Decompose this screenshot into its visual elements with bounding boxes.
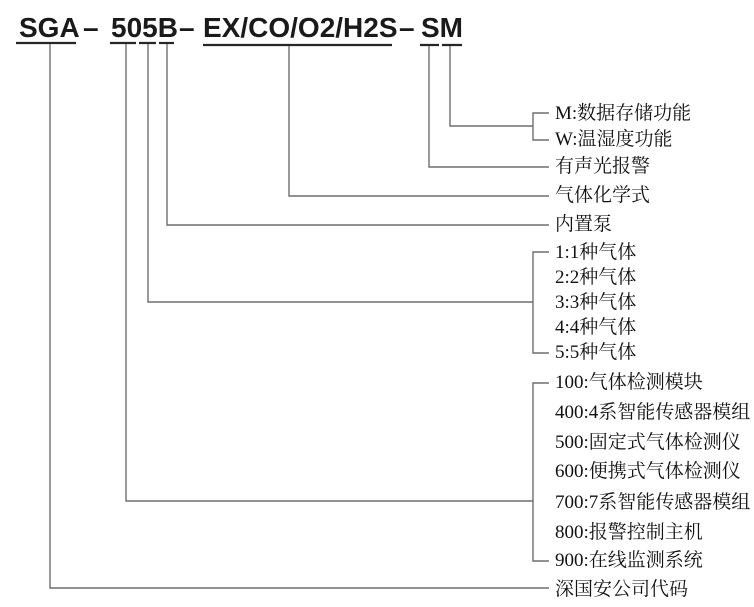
- callout-sound-light-alarm: 有声光报警: [555, 156, 651, 177]
- callout-gas-count-2: 2:2种气体: [555, 267, 637, 288]
- line-gasformula: [289, 46, 549, 196]
- model-dash-2: –: [179, 12, 195, 43]
- callout-gas-count-5: 5:5种气体: [555, 342, 637, 363]
- model-segment-gas-formula: EX/CO/O2/H2S: [203, 12, 398, 43]
- model-segment-sga: SGA: [19, 12, 80, 43]
- callout-series-100: 100:气体检测模块: [555, 372, 703, 393]
- callout-series-500: 500:固定式气体检测仪: [555, 432, 741, 453]
- bracket-gas-count: [533, 252, 549, 353]
- callout-gas-count-1: 1:1种气体: [555, 242, 637, 263]
- model-segment-sm: SM: [421, 12, 463, 43]
- bracket-mw-options: [533, 113, 549, 140]
- callout-m-data-storage: M:数据存储功能: [555, 103, 692, 124]
- callout-series-400: 400:4系智能传感器模组: [555, 402, 751, 423]
- line-b-to-pump: [167, 44, 549, 225]
- callout-gas-formula: 气体化学式: [555, 185, 651, 206]
- callout-series-700: 700:7系智能传感器模组: [555, 492, 751, 513]
- line-m-to-bracket: [450, 46, 533, 126]
- bracket-series: [533, 383, 549, 561]
- callout-company-code: 深国安公司代码: [555, 579, 689, 600]
- line-50-to-series: [126, 44, 533, 501]
- callout-w-temp-humidity: W:温湿度功能: [555, 129, 673, 150]
- callout-builtin-pump: 内置泵: [555, 214, 613, 235]
- callout-series-600: 600:便携式气体检测仪: [555, 461, 741, 482]
- line-5-to-gascount: [148, 44, 533, 302]
- model-dash-3: –: [399, 12, 415, 43]
- callout-series-800: 800:报警控制主机: [555, 522, 703, 543]
- line-s-to-alarm: [429, 46, 549, 167]
- model-dash-1: –: [83, 12, 99, 43]
- callout-gas-count-3: 3:3种气体: [555, 292, 637, 313]
- callout-gas-count-4: 4:4种气体: [555, 317, 637, 338]
- model-segment-505b: 505B: [111, 12, 178, 43]
- callout-series-900: 900:在线监测系统: [555, 550, 703, 571]
